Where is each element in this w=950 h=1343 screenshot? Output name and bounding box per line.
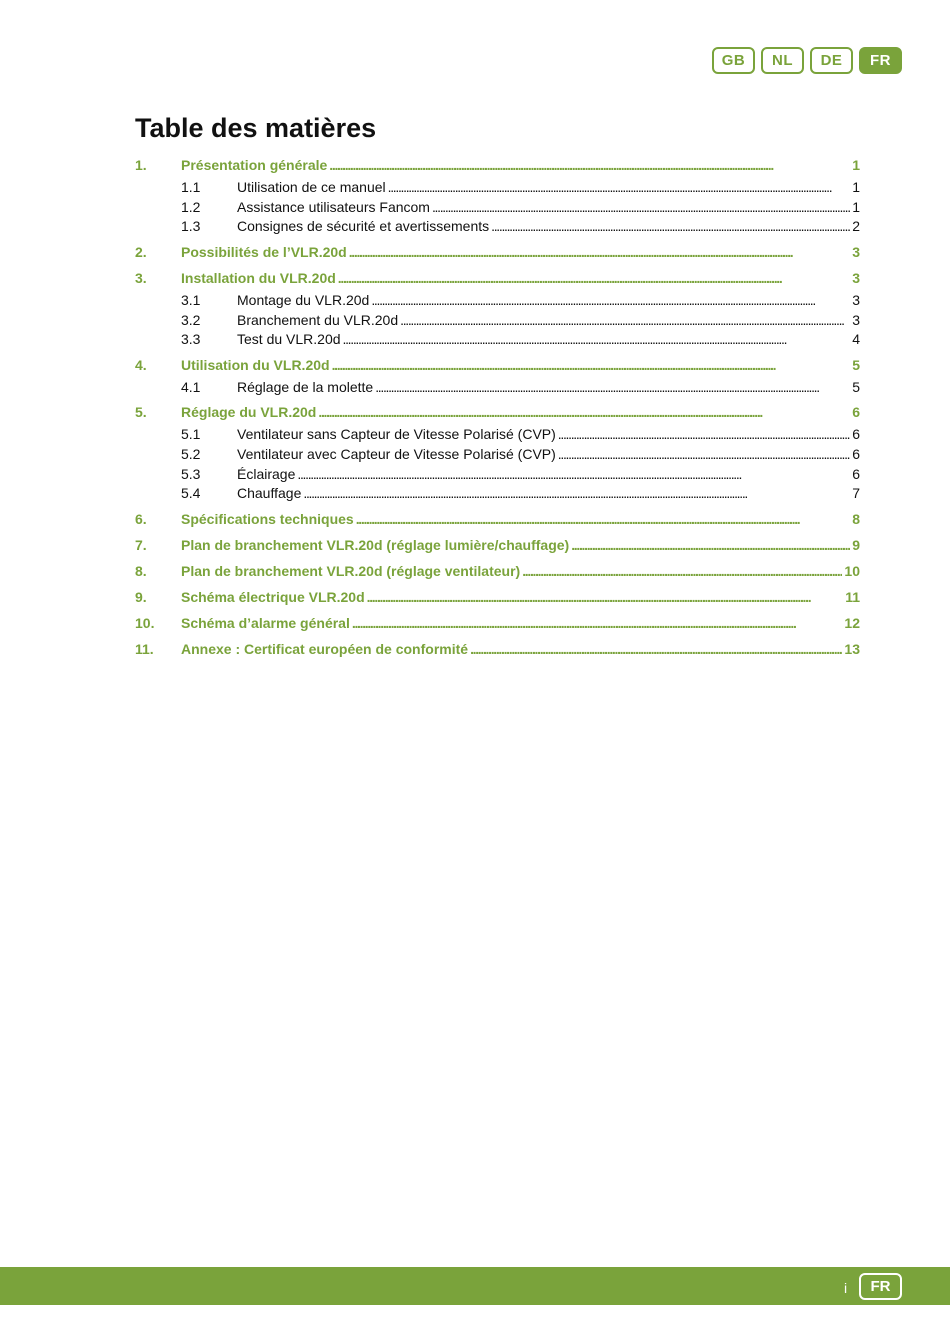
toc-section[interactable]	[135, 403, 860, 421]
toc-label: Réglage du VLR.20d	[181, 404, 317, 420]
toc-page-number: 4	[852, 331, 860, 347]
toc-label: Montage du VLR.20d	[237, 292, 370, 308]
toc-number: 4.1	[181, 379, 201, 395]
footer-language-badge: FR	[859, 1273, 902, 1300]
toc-subsection[interactable]	[135, 445, 860, 463]
toc-page-number: 6	[852, 466, 860, 482]
toc-page-number: 6	[852, 446, 860, 462]
toc-dot-leader	[571, 536, 850, 554]
toc-label: Éclairage	[237, 466, 296, 482]
toc-label: Utilisation de ce manuel	[237, 179, 386, 195]
footer-bar	[0, 1267, 950, 1305]
toc-section[interactable]	[135, 614, 860, 632]
toc-number: 5.	[135, 404, 147, 420]
toc-page-number: 5	[852, 379, 860, 395]
toc-page-number: 3	[852, 244, 860, 260]
toc-label: Branchement du VLR.20d	[237, 312, 399, 328]
toc-subsection[interactable]	[135, 330, 860, 348]
toc-number: 1.3	[181, 218, 201, 234]
lang-tab-gb[interactable]: GB	[712, 47, 755, 74]
lang-tab-de[interactable]: DE	[810, 47, 853, 74]
toc-label: Annexe : Certificat européen de conformité	[181, 641, 469, 657]
toc-subsection[interactable]	[135, 378, 860, 396]
toc-number: 3.2	[181, 312, 201, 328]
toc-page-number: 7	[852, 485, 860, 501]
toc-section[interactable]	[135, 588, 860, 606]
toc-page-number: 5	[852, 357, 860, 373]
toc-dot-leader	[470, 640, 842, 658]
toc-section[interactable]	[135, 536, 860, 554]
toc-number: 5.1	[181, 426, 201, 442]
toc-dot-leader	[303, 484, 850, 502]
toc-subsection[interactable]	[135, 217, 860, 235]
toc-dot-leader	[338, 269, 850, 287]
toc-dot-leader	[558, 425, 850, 443]
toc-page-number: 2	[852, 218, 860, 234]
toc-subsection[interactable]	[135, 198, 860, 216]
toc-section[interactable]	[135, 510, 860, 528]
toc-page-number: 10	[844, 563, 860, 579]
toc-number: 3.3	[181, 331, 201, 347]
toc-section[interactable]	[135, 243, 860, 261]
toc-label: Schéma d’alarme général	[181, 615, 350, 631]
toc-page-number: 6	[852, 404, 860, 420]
toc-subsection[interactable]	[135, 178, 860, 196]
toc-page-number: 3	[852, 292, 860, 308]
toc-label: Utilisation du VLR.20d	[181, 357, 330, 373]
toc-label: Ventilateur sans Capteur de Vitesse Polarisé (CVP)	[237, 426, 556, 442]
toc-subsection[interactable]	[135, 465, 860, 483]
toc-number: 5.4	[181, 485, 201, 501]
toc-dot-leader	[522, 562, 842, 580]
toc-dot-leader	[297, 465, 850, 483]
toc-page-number: 3	[852, 312, 860, 328]
toc-section[interactable]	[135, 269, 860, 287]
toc-dot-leader	[432, 198, 850, 216]
language-tabs	[712, 47, 908, 74]
toc-dot-leader	[356, 510, 850, 528]
toc-number: 5.2	[181, 446, 201, 462]
toc-dot-leader	[388, 178, 851, 196]
toc-dot-leader	[367, 588, 844, 606]
toc-subsection[interactable]	[135, 484, 860, 502]
toc-number: 7.	[135, 537, 147, 553]
toc-number: 11.	[135, 641, 154, 657]
toc-label: Installation du VLR.20d	[181, 270, 336, 286]
toc-dot-leader	[332, 356, 851, 374]
toc-dot-leader	[491, 217, 850, 235]
toc-label: Ventilateur avec Capteur de Vitesse Polarisé (CVP)	[237, 446, 556, 462]
toc-label: Spécifications techniques	[181, 511, 354, 527]
toc-section[interactable]	[135, 156, 860, 174]
toc-label: Présentation générale	[181, 157, 328, 173]
toc-number: 1.1	[181, 179, 201, 195]
toc-number: 6.	[135, 511, 147, 527]
toc-dot-leader	[558, 445, 850, 463]
toc-dot-leader	[375, 378, 850, 396]
toc-label: Consignes de sécurité et avertissements	[237, 218, 490, 234]
toc-label: Schéma électrique VLR.20d	[181, 589, 365, 605]
toc-page-number: 6	[852, 426, 860, 442]
toc-section[interactable]	[135, 562, 860, 580]
lang-tab-fr[interactable]: FR	[859, 47, 902, 74]
toc-page-number: 1	[852, 157, 860, 173]
toc-page-number: 8	[852, 511, 860, 527]
toc-dot-leader	[349, 243, 850, 261]
toc-page-number: 9	[852, 537, 860, 553]
toc-label: Plan de branchement VLR.20d (réglage lumière/chauffage)	[181, 537, 570, 553]
page-title: Table des matières	[135, 113, 377, 143]
toc-number: 10.	[135, 615, 155, 631]
toc-label: Réglage de la molette	[237, 379, 374, 395]
toc-section[interactable]	[135, 356, 860, 374]
toc-page-number: 1	[852, 199, 860, 215]
toc-number: 3.	[135, 270, 147, 286]
toc-subsection[interactable]	[135, 311, 860, 329]
toc-subsection[interactable]	[135, 291, 860, 309]
toc-number: 5.3	[181, 466, 201, 482]
toc-dot-leader	[371, 291, 850, 309]
toc-dot-leader	[329, 156, 850, 174]
toc-dot-leader	[352, 614, 843, 632]
toc-label: Assistance utilisateurs Fancom	[237, 199, 430, 215]
lang-tab-nl[interactable]: NL	[761, 47, 804, 74]
toc-dot-leader	[318, 403, 850, 421]
toc-label: Chauffage	[237, 485, 302, 501]
toc-number: 4.	[135, 357, 147, 373]
toc-label: Test du VLR.20d	[237, 331, 341, 347]
toc-page-number: 3	[852, 270, 860, 286]
toc-label: Possibilités de l’VLR.20d	[181, 244, 347, 260]
toc-subsection[interactable]	[135, 425, 860, 443]
toc-page-number: 1	[852, 179, 860, 195]
toc-number: 9.	[135, 589, 147, 605]
toc-number: 1.2	[181, 199, 201, 215]
toc-number: 2.	[135, 244, 147, 260]
toc-section[interactable]	[135, 640, 860, 658]
toc-page-number: 13	[844, 641, 860, 657]
toc-label: Plan de branchement VLR.20d (réglage ventilateur)	[181, 563, 521, 579]
toc-page-number: 12	[844, 615, 860, 631]
toc-number: 3.1	[181, 292, 201, 308]
toc-number: 1.	[135, 157, 147, 173]
toc-dot-leader	[343, 330, 851, 348]
footer-page-number: i	[844, 1280, 848, 1296]
toc-number: 8.	[135, 563, 147, 579]
toc-page-number: 11	[845, 589, 860, 605]
toc-dot-leader	[400, 311, 850, 329]
